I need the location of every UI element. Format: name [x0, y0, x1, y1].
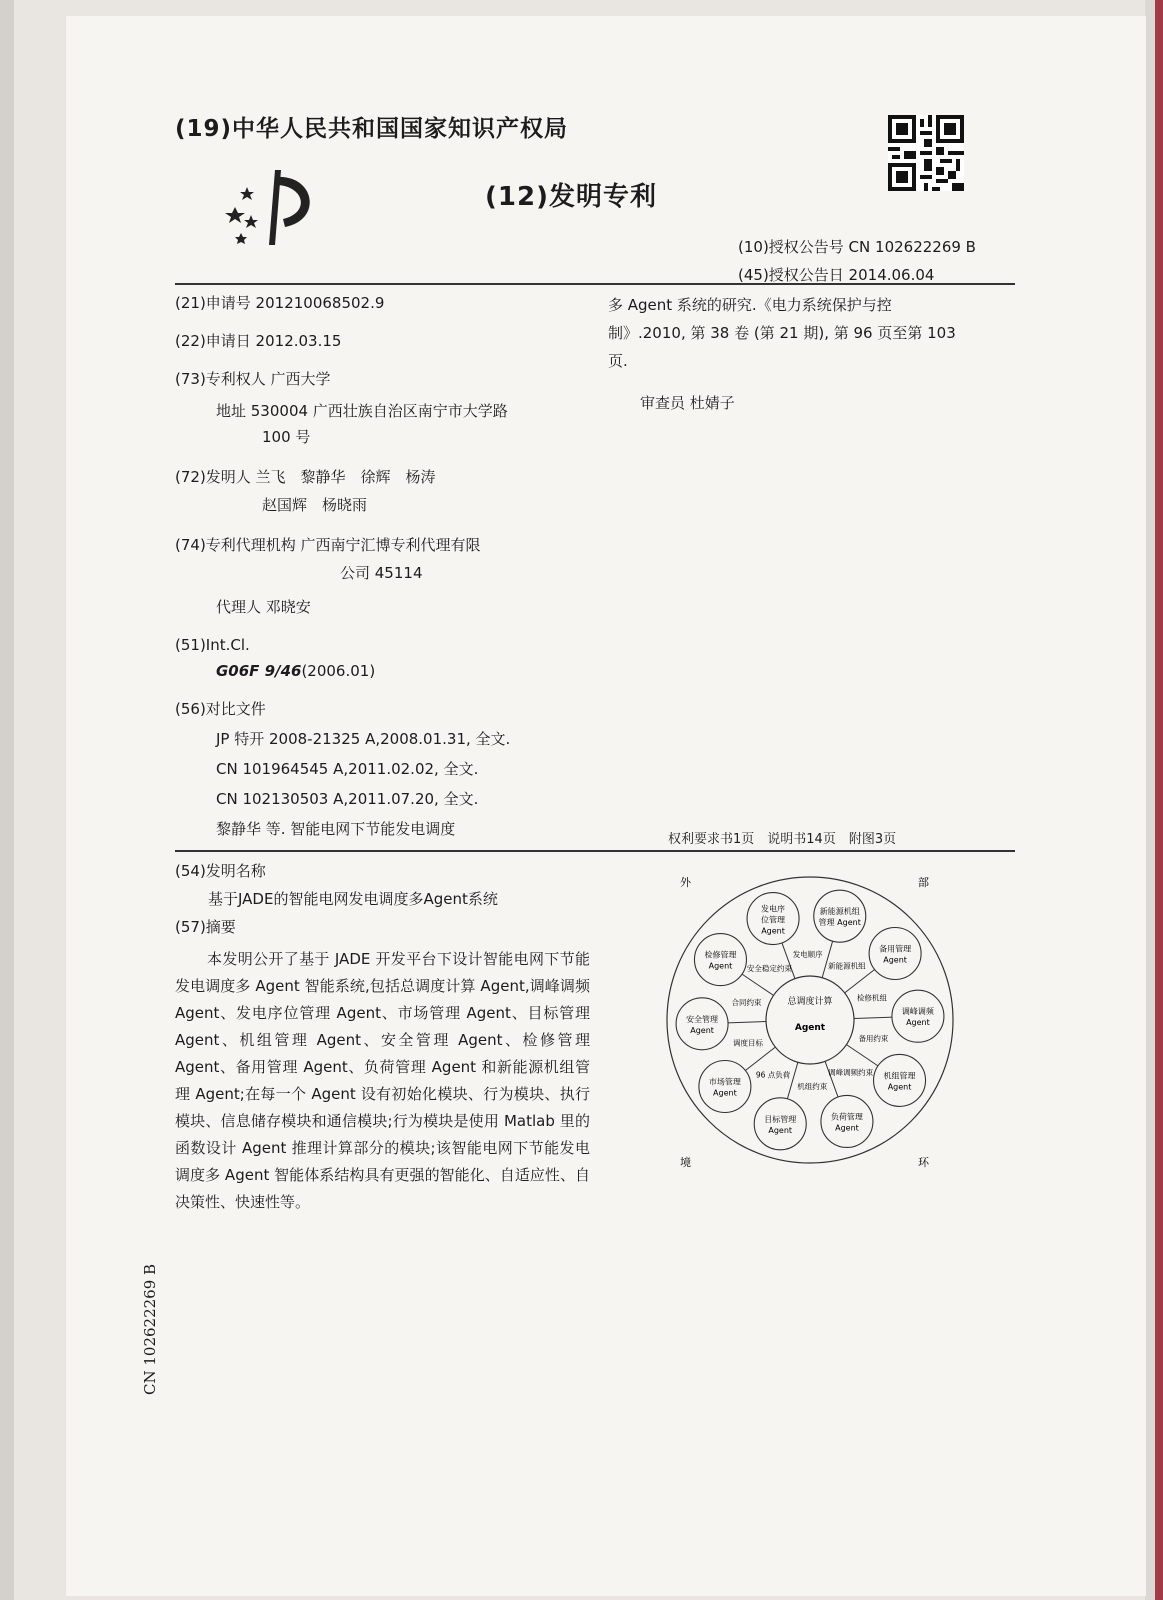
- intcl-year: (2006.01): [301, 662, 376, 680]
- agent-node-label: Agent: [690, 1025, 714, 1035]
- sipo-logo-icon: [225, 165, 325, 250]
- agent-node-label: 检修管理: [704, 950, 737, 960]
- address: 地址 530004 广西壮族自治区南宁市大学路: [216, 402, 508, 420]
- side-pub-number-text: CN 102622269 B: [141, 1263, 159, 1395]
- top-divider: [175, 283, 1015, 285]
- edge-label: 检修机组: [857, 993, 888, 1003]
- agent-node-label: 管理 Agent: [818, 918, 861, 928]
- ref-2: CN 101964545 A,2011.02.02, 全文.: [216, 760, 479, 778]
- side-pub-number: [135, 1255, 165, 1395]
- corner-bottom-right: 环: [918, 1156, 929, 1169]
- agent-system-diagram: [660, 870, 960, 1180]
- edge-label: 96 点负荷: [755, 1070, 791, 1080]
- page-edge: [1145, 0, 1155, 1600]
- ref-4: 黎静华 等. 智能电网下节能发电调度: [216, 820, 456, 838]
- corner-top-left: 外: [680, 876, 691, 889]
- agent-node-label: 发电序: [761, 904, 786, 914]
- edge-line: [745, 1047, 775, 1070]
- office-name: (19)中华人民共和国国家知识产权局: [175, 116, 569, 142]
- edge-line: [742, 974, 774, 995]
- ref-4-cont-2: 制》.2010, 第 38 卷 (第 21 期), 第 96 页至第 103: [608, 324, 956, 342]
- edge-label: 调度目标: [732, 1038, 763, 1048]
- agent-node-label: 安全管理: [686, 1014, 719, 1024]
- edge-line: [782, 943, 795, 979]
- address-cont: 100 号: [262, 428, 311, 446]
- ref-4-cont-3: 页.: [608, 352, 628, 370]
- page-counts: 权利要求书1页 说明书14页 附图3页: [668, 832, 897, 847]
- agent-node-label: Agent: [906, 1018, 930, 1028]
- ref-4-cont-1: 多 Agent 系统的研究.《电力系统保护与控: [608, 296, 892, 314]
- app-number: (21)申请号 201210068502.9: [175, 294, 385, 312]
- edge-label: 合同约束: [731, 997, 762, 1007]
- edge-line: [845, 970, 875, 993]
- agent-node-label: Agent: [887, 1082, 912, 1092]
- agent-node-label: 目标管理: [764, 1114, 797, 1124]
- title-label: (54)发明名称: [175, 862, 266, 880]
- intcl-value: [216, 660, 375, 682]
- center-node: [766, 976, 854, 1064]
- edge-line: [728, 1022, 766, 1023]
- abstract-text: 本发明公开了基于 JADE 开发平台下设计智能电网下节能发电调度多 Agent 智能系统,包括总调度计算 Agent,调峰调频 Agent、发电序位管理 Agent、市场管理 Agent、目标管理 Agent、机组管理 Agent、安全管理 Agent、检修管理 Agent、备用管理 Agent、负荷管理 Agent 和新能源机组管理 Agent;在每一个 Agent 设有初始化模块、行为模块、执行模块、信息储存模块和通信模块;行为模块是使用 Matlab 里的函数设计 Agent 推理计算部分的模块;该智能电网下节能发电调度多 Agent 智能体系结构具有更强的智能化、自适应性、自决策性、快速性等。: [175, 950, 590, 1211]
- agent-node-label: 备用管理: [879, 944, 912, 954]
- edge-line: [825, 1061, 838, 1097]
- agent-node-label: 机组管理: [883, 1071, 916, 1081]
- qr-code-icon: [888, 115, 964, 191]
- agent-node-label: Agent: [708, 961, 733, 971]
- pub-date: (45)授权公告日 2014.06.04: [738, 266, 935, 284]
- corner-bottom-left: 境: [680, 1156, 691, 1169]
- ref-1: JP 特开 2008-21325 A,2008.01.31, 全文.: [216, 730, 511, 748]
- edge-label: 调峰调频约束: [828, 1068, 874, 1078]
- pub-number: (10)授权公告号 CN 102622269 B: [738, 238, 976, 256]
- center-label-1: 总调度计算: [787, 997, 833, 1007]
- agent-node-label: 位管理: [761, 915, 786, 925]
- agent-node-label: Agent: [883, 955, 907, 965]
- book-spine: [0, 0, 14, 1600]
- abstract-label: (57)摘要: [175, 918, 236, 936]
- agent-node-label: 新能源机组: [819, 907, 860, 917]
- ref-3: CN 102130503 A,2011.07.20, 全文.: [216, 790, 479, 808]
- intcl-code: G06F 9/46: [216, 662, 302, 680]
- examiner: 审查员 杜婧子: [640, 394, 735, 412]
- refs-label: (56)对比文件: [175, 700, 266, 718]
- edge-label: 机组约束: [797, 1081, 828, 1091]
- invention-title: 基于JADE的智能电网发电调度多Agent系统: [208, 890, 498, 908]
- inventors-cont: 赵国辉 杨晓雨: [262, 496, 368, 514]
- app-date: (22)申请日 2012.03.15: [175, 332, 342, 350]
- edge-line: [822, 941, 832, 978]
- edge-label: 新能源机组: [828, 961, 866, 971]
- agent-node-label: Agent: [835, 1123, 859, 1133]
- edge-label: 安全稳定约束: [746, 963, 792, 973]
- agent-node-label: 负荷管理: [830, 1112, 863, 1122]
- intcl-label: (51)Int.Cl.: [175, 636, 250, 654]
- agent-node-label: Agent: [761, 926, 785, 936]
- center-label-2: Agent: [794, 1023, 826, 1033]
- agency-cont: 公司 45114: [340, 564, 423, 582]
- mid-divider: [175, 850, 1015, 852]
- agent-node-label: 市场管理: [708, 1077, 741, 1087]
- edge-label: 备用约束: [858, 1034, 889, 1044]
- agent-node-label: 调峰调频: [901, 1007, 934, 1017]
- agent-node-label: Agent: [713, 1088, 737, 1098]
- edge-line: [846, 1045, 878, 1066]
- agent-node-label: Agent: [768, 1125, 793, 1135]
- patentee: (73)专利权人 广西大学: [175, 370, 331, 388]
- edge-line: [787, 1062, 797, 1099]
- agency: (74)专利代理机构 广西南宁汇博专利代理有限: [175, 536, 481, 554]
- corner-top-right: 部: [918, 876, 929, 889]
- book-cover-edge: [1155, 0, 1163, 1600]
- edge-line: [854, 1017, 892, 1018]
- patent-type: (12)发明专利: [485, 182, 657, 212]
- agent: 代理人 邓晓安: [216, 598, 311, 616]
- edge-label: 发电顺序: [792, 950, 823, 960]
- inventors: (72)发明人 兰飞 黎静华 徐辉 杨涛: [175, 468, 436, 486]
